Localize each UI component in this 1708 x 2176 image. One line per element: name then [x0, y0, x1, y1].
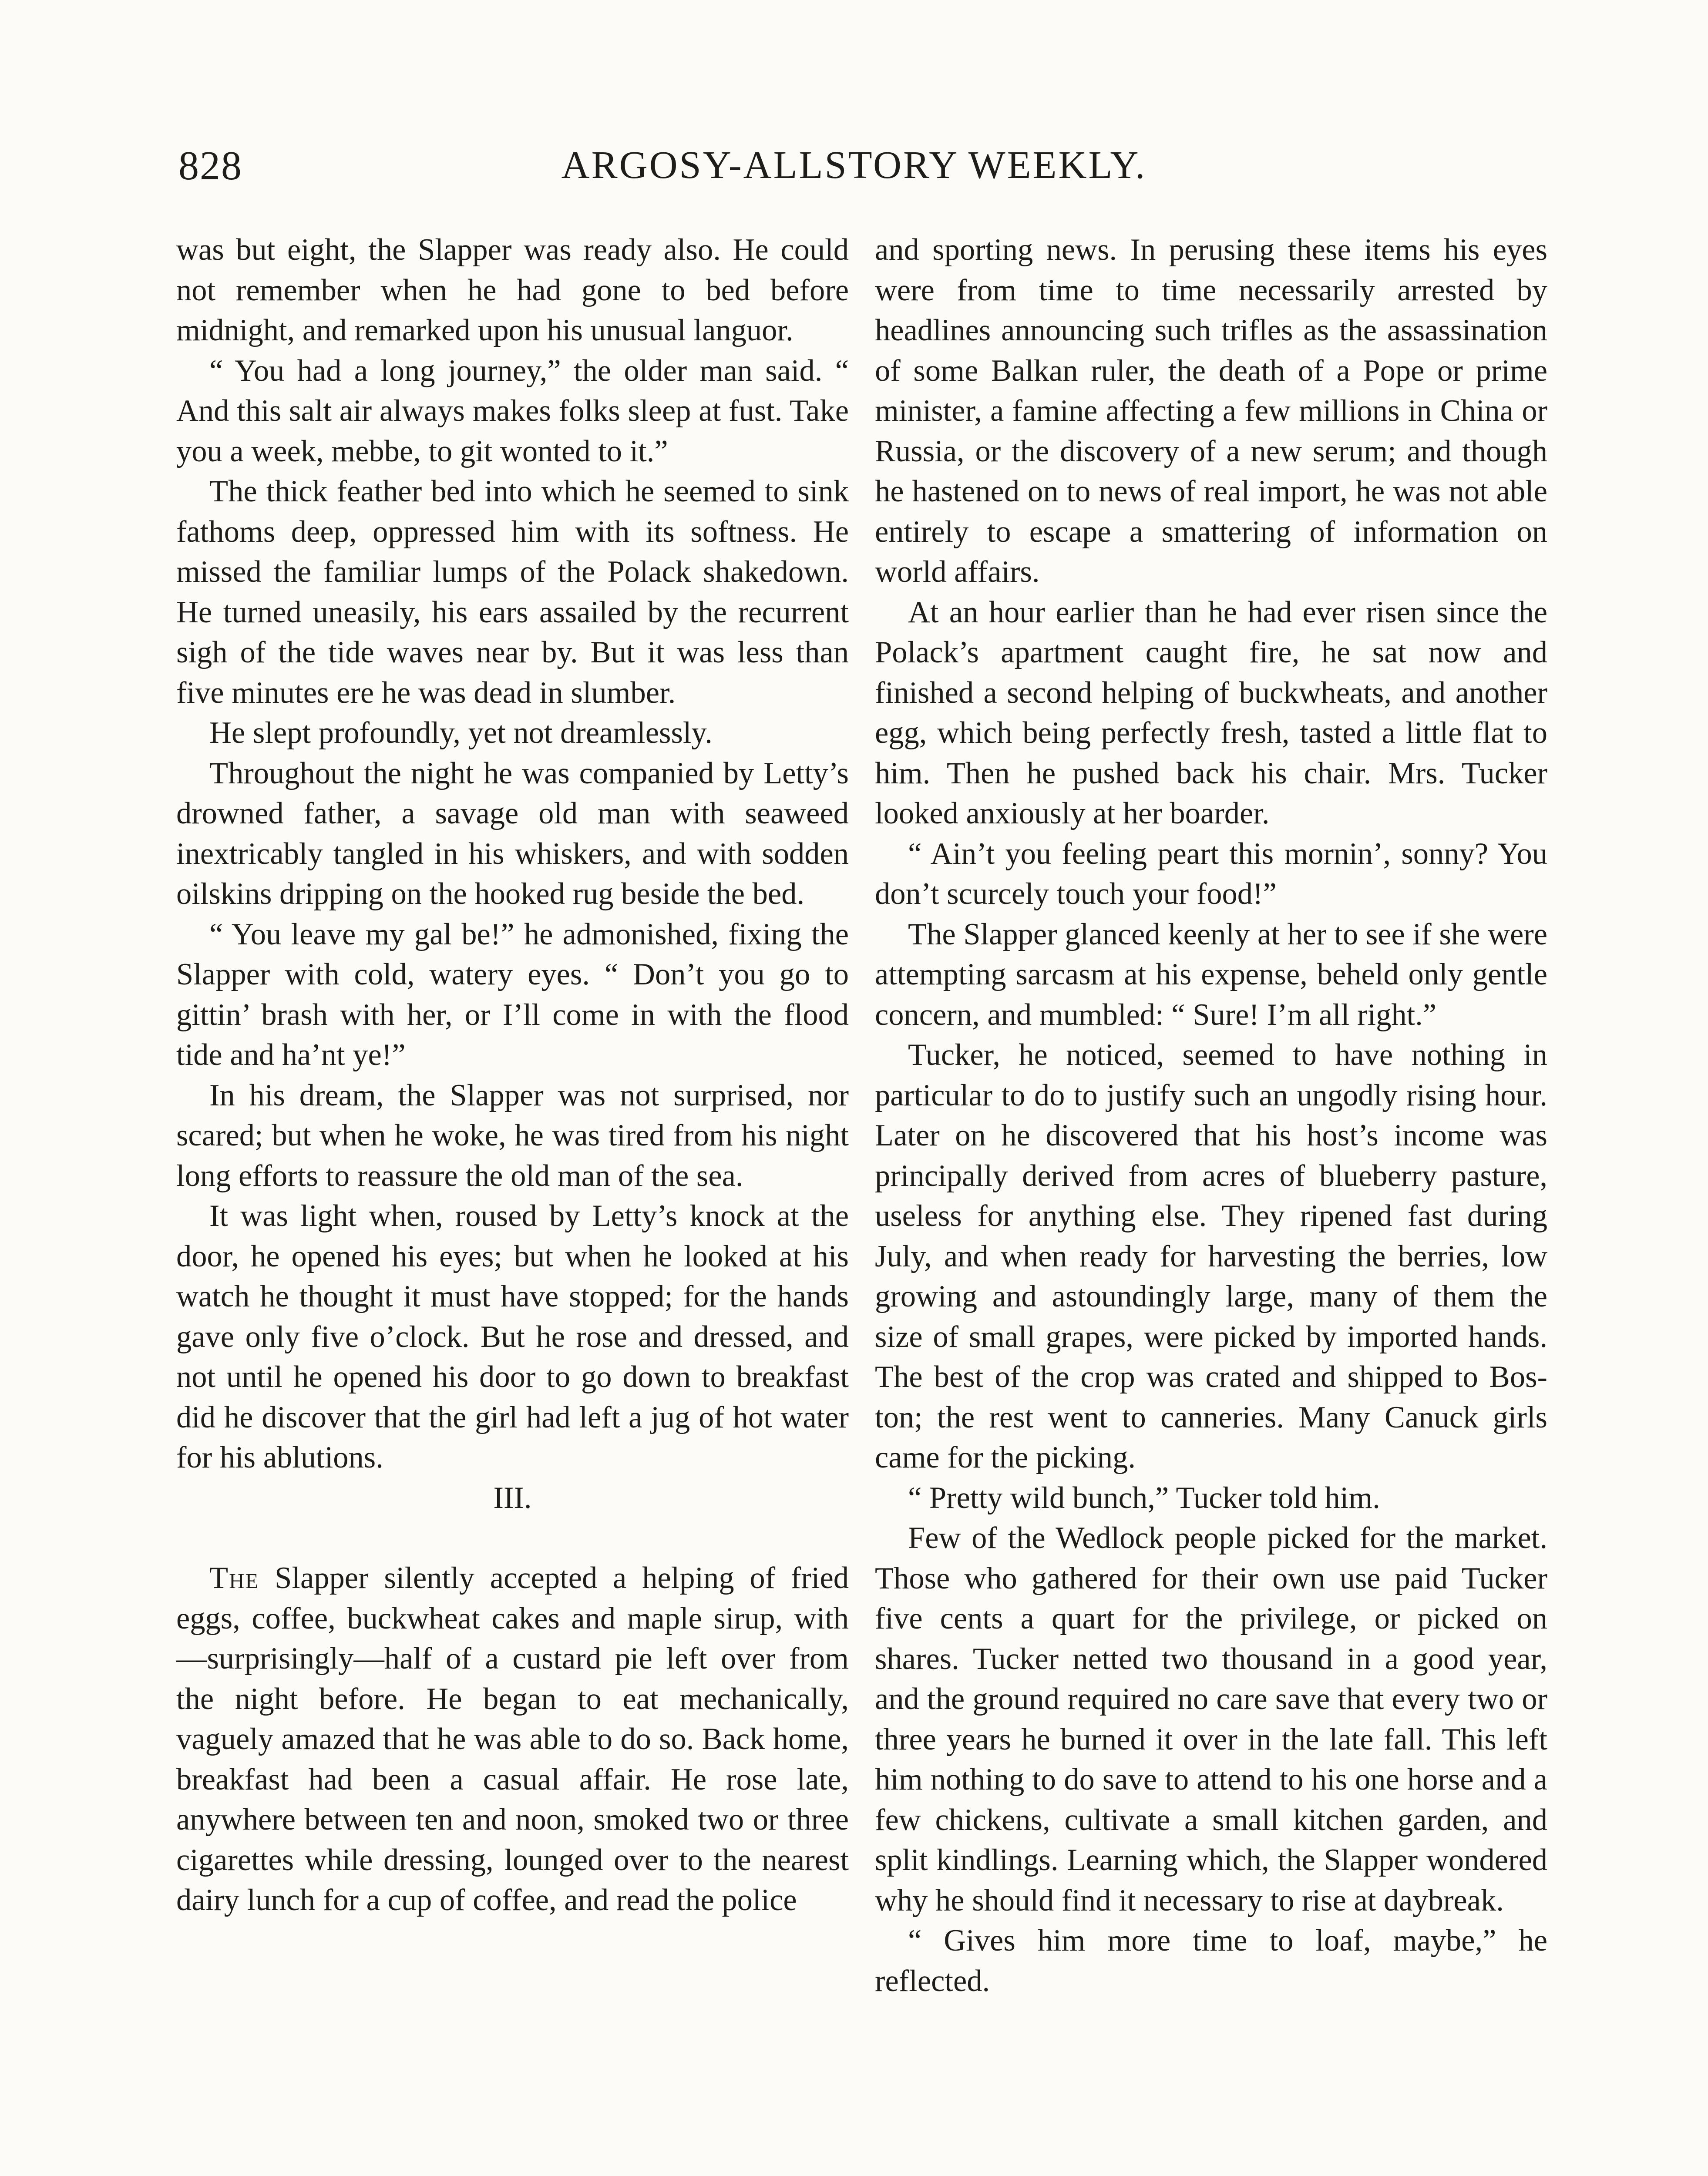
paragraph: and sporting news. In perusing these items his eyes were from time to time necessarily arrested by headlines announcing such trifles as the assassination of some Balkan ruler, the death of a Pope or prime minister, a famine affecting a few millions in China or Russia, or the discovery of a new serum; and though he hastened on to news of real import, he was not able entirely to escape a smattering of information on world affairs.	[875, 233, 1547, 589]
paragraph: Throughout the night he was companied by Letty’s drowned father, a savage old man with seaweed inextricably tangled in his whiskers, and with sodden oilskins dripping on the hooked rug beside the bed.	[176, 756, 849, 911]
paragraph: The thick feather bed into which he seemed to sink fathoms deep, oppressed him with its softness. He missed the familiar lumps of the Polack shakedown. He turned uneasily, his ears assailed by the recurrent sigh of the tide waves near by. But it was less than five minutes ere he was dead in slumber.	[176, 474, 849, 710]
paragraph: “ You had a long journey,” the older man said. “ And this salt air always makes folks sleep at fust. Take you a week, mebbe, to git wonted to it.”	[176, 353, 849, 468]
paragraph: The Slapper glanced keenly at her to see if she were attempting sarcasm at his expense, beheld only gentle concern, and mumbled: “ Sure! I’m all right.”	[875, 917, 1547, 1032]
paragraph: In his dream, the Slapper was not surprised, nor scared; but when he woke, he was tired from his night long efforts to reassure the old man of the sea.	[176, 1078, 849, 1193]
paragraph: Few of the Wedlock people picked for the market. Those who gathered for their own use paid Tucker five cents a quart for the privilege, or picked on shares. Tucker netted two thousand in a good year, and the ground required no care save that every two or three years he burned it over in the late fall. This left him nothing to do save to attend to his one horse and a few chickens, cultivate a small kitchen garden, and split kindlings. Learning which, the Slapper wondered why he should find it necessary to rise at daybreak.	[875, 1521, 1547, 1917]
paragraph: “ Gives him more time to loaf, maybe,” he reflected.	[875, 1924, 1547, 1998]
right-column	[875, 230, 1547, 2001]
paragraph: Tucker, he noticed, seemed to have nothing in particular to do to justify such an ungodly rising hour. Later on he discovered that his host’s income was principally derived from acres of blueberry pasture, useless for anything else. They ripened fast during July, and when ready for harvesting the berries, low growing and astoundingly large, many of them the size of small grapes, were picked by imported hands. The best of the crop was crated and shipped to Boston; the rest went to canneries. Many Canuck girls came for the picking.	[875, 1038, 1547, 1474]
paragraph: He slept profoundly, yet not dreamlessly.	[209, 716, 713, 750]
paragraph: was but eight, the Slapper was ready also. He could not remember when he had gone to bed before midnight, and remarked upon his unusual languor.	[176, 233, 849, 347]
page-number: 828	[178, 143, 242, 188]
page-header	[0, 144, 1708, 205]
section-first-paragraph	[176, 1558, 849, 1921]
section-first-paragraph-text: Slapper silently accepted a helping of fried eggs, coffee, buckwheat cakes and maple sirup, with—surprisingly—half of a custard pie left over from the night before. He began to eat mechanically, vaguely amazed that he was able to do so. Back home, breakfast had been a casual affair. He rose late, anywhere between ten and noon, smoked two or three cigarettes while dressing, lounged over to the nearest dairy lunch for a cup of coffee, and read the police	[176, 1561, 849, 1917]
paragraph: “ You leave my gal be!” he admonished, fixing the Slapper with cold, watery eyes. “ Don’t you go to gittin’ brash with her, or I’ll come in with the flood tide and ha’nt ye!”	[176, 917, 849, 1072]
running-head: ARGOSY-ALLSTORY WEEKLY.	[561, 144, 1147, 187]
paragraph: At an hour earlier than he had ever risen since the Polack’s apartment caught fire, he sat now and finished a second helping of buckwheats, and another egg, which being perfectly fresh, tasted a little flat to him. Then he pushed back his chair. Mrs. Tucker looked anxiously at her boarder.	[875, 595, 1547, 830]
left-column	[176, 230, 849, 1921]
paragraph: It was light when, roused by Letty’s knock at the door, he opened his eyes; but when he looked at his watch he thought it must have stopped; for the hands gave only five o’clock. But he rose and dressed, and not until he opened his door to go down to breakfast did he discover that the girl had left a jug of hot water for his ablutions.	[176, 1199, 849, 1474]
section-heading: III.	[493, 1481, 532, 1515]
paragraph: “ Pretty wild bunch,” Tucker told him.	[908, 1481, 1380, 1515]
section-first-word: The	[209, 1561, 259, 1595]
paragraph: “ Ain’t you feeling peart this mornin’, sonny? You don’t scurcely touch your food!”	[875, 836, 1547, 911]
